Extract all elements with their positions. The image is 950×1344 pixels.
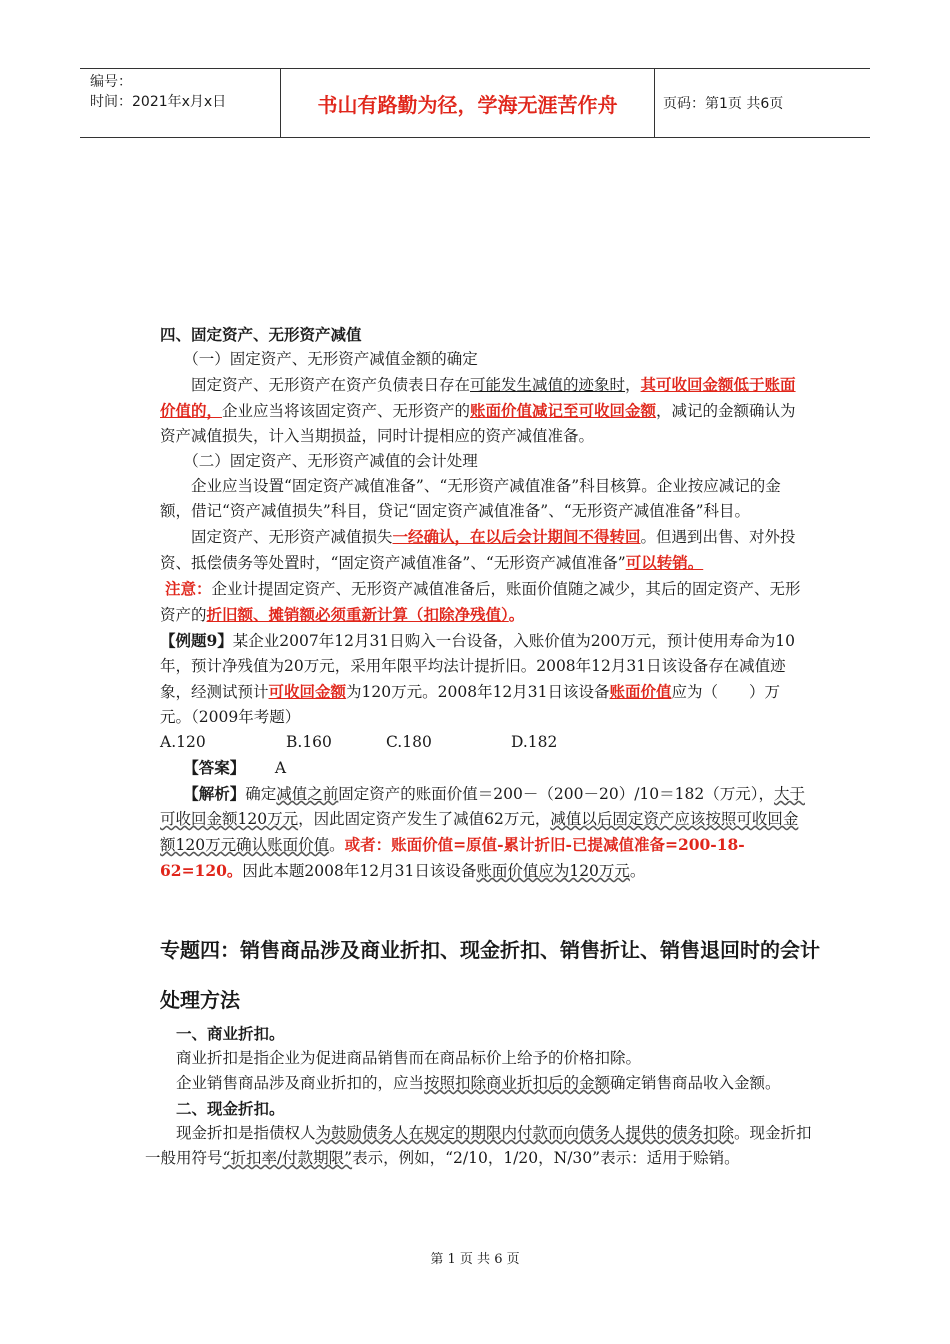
option-b: B.160 [286,733,332,751]
paragraph-2: 企业应当设置“固定资产减值准备”、“无形资产减值准备”科目核算。企业按应减记的金额，借记“资产减值损失”科目，贷记“固定资产减值准备”、“无形资产减值准备”科目。 [160,477,781,520]
paragraph-1: 固定资产、无形资产在资产负债表日存在可能发生减值的迹象时，其可收回金额低于账面价值的，企业应当将该固定资产、无形资产的账面价值减记至可收回金额，减记的金额确认为资产减值损失，计入当期损益，同时计提相应的资产减值准备。 [160,375,796,445]
heading-trade-discount: 一、商业折扣。 [176,1024,285,1043]
paragraph-trade-discount-def: 商业折扣是指企业为促进商品销售而在商品标价上给予的价格扣除。 [176,1049,642,1067]
subsection-title-2: （二）固定资产、无形资产减值的会计处理 [183,452,478,470]
section-impairment [160,322,810,884]
paragraph-cash-discount: 现金折扣是指债权人为鼓励债务人在规定的期限内付款而向债务人提供的债务扣除。现金折扣一般用符号“折扣率/付款期限”表示，例如，“2/10，1/20，N/30”表示：适用于赊销。 [145,1124,812,1167]
paragraph-3: 固定资产、无形资产减值损失一经确认，在以后会计期间不得转回。但遇到出售、对外投资、抵偿债务等处置时，“固定资产减值准备”、“无形资产减值准备”可以转销。 [160,527,796,572]
header-motto: 书山有路勤为径，学海无涯苦作舟 [281,69,655,137]
topic-heading: 专题四：销售商品涉及商业折扣、现金折扣、销售折让、销售退回时的会计处理方法 [160,938,820,1012]
answer-line: 【答案】 A [183,758,287,777]
page-footer: 第 1 页 共 6 页 [430,1252,520,1267]
paragraph-trade-discount-rule: 企业销售商品涉及商业折扣的，应当按照扣除商业折扣后的金额确定销售商品收入金额。 [176,1074,781,1092]
answer-options [160,730,810,755]
header-page-label: 页码：第1页 共6页 [663,96,784,112]
option-d: D.182 [511,733,558,751]
section-title: 四、固定资产、无形资产减值 [160,325,362,344]
number-label: 编号： [90,74,132,90]
section-discounts [145,1021,815,1171]
option-c: C.180 [386,733,432,751]
example-question: 【例题9】某企业2007年12月31日购入一台设备，入账价值为200万元，预计使用寿命为10年，预计净残值为20万元，采用年限平均法计提折旧。2008年12月31日该设备存在减值迹象，经测试预计可收回金额为120万元。2008年12月31日该设备账面价值应为（ ）万元。（2009年考题） [160,631,795,726]
option-a: A.120 [160,733,206,751]
subsection-title-1: （一）固定资产、无形资产减值金额的确定 [183,350,478,368]
header-meta [80,69,281,137]
time-label: 时间：2021年x月x日 [90,94,227,110]
heading-cash-discount: 二、现金折扣。 [176,1099,285,1118]
page-header [80,68,870,138]
explanation-paragraph: 【解析】确定减值之前固定资产的账面价值＝200－（200－20）/10＝182（万元），大于可收回金额120万元，因此固定资产发生了减值62万元，减值以后固定资产应该按照可收回金额120万元确认账面价值。或者：账面价值=原值-累计折旧-已提减值准备=200-18-62=120。因此本题2008年12月31日该设备账面价值应为120万元。 [160,784,805,880]
note-paragraph: 注意：企业计提固定资产、无形资产减值准备后，账面价值随之减少，其后的固定资产、无形资产的折旧额、摊销额必须重新计算（扣除净残值）。 [160,579,801,624]
